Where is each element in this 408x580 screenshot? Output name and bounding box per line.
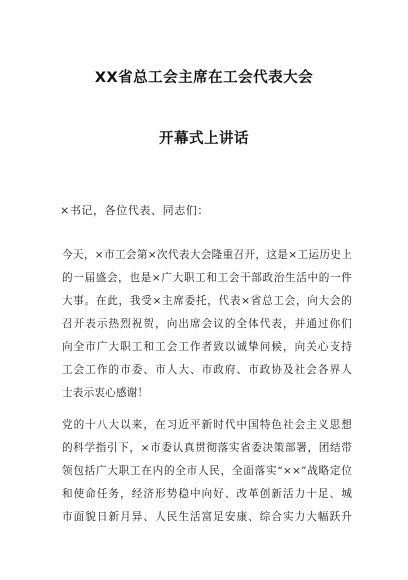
document-title-line-1: XX省总工会主席在工会代表大会 [94, 70, 314, 86]
paragraph-line: 和使命任务，经济形势稳中向好、改革创新活力十足、城 [62, 488, 352, 500]
paragraph-line: 党的十八大以来，在习近平新时代中国特色社会主义思想 [62, 419, 352, 431]
paragraph-line: 市面貌日新月异、人民生活富足安康、综合实力大幅跃升 [62, 511, 352, 523]
paragraph-line: 士表示衷心感谢！ [62, 387, 149, 399]
paragraph-1 [62, 244, 352, 405]
paragraph-line: 今天，×市工会第×次代表大会隆重召开，这是×工运历史上 [62, 249, 352, 261]
paragraph-line: 召开表示热烈祝贺，向出席会议的全体代表，并通过你们 [62, 318, 352, 330]
paragraph-line: 工会工作的市委、市人大、市政府、市政协及社会各界人 [62, 364, 352, 376]
paragraph-line: 领包括广大职工在内的全市人民，全面落实“××”战略定位 [62, 465, 352, 477]
document-title-line-2: 开幕式上讲话 [159, 131, 249, 147]
paragraph-2 [62, 414, 352, 529]
paragraph-line: 的一届盛会，也是×广大职工和工会干部政治生活中的一件 [62, 272, 352, 284]
paragraph-line: 向全市广大职工和工会工作者致以诚挚问候，向关心支持 [62, 341, 352, 353]
paragraph-line: 大事。在此，我受×主席委托，代表×省总工会，向大会的 [62, 295, 352, 307]
salutation: ×书记，各位代表、同志们： [60, 204, 210, 217]
paragraph-line: 的科学指引下，×市委认真贯彻落实省委决策部署，团结带 [62, 442, 352, 454]
